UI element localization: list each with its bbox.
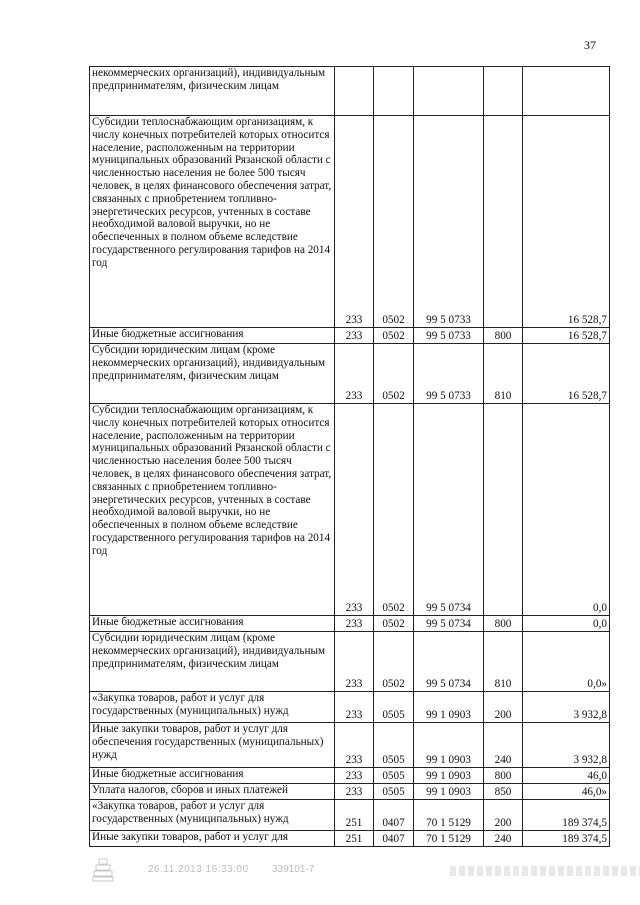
table-row (90, 768, 610, 784)
row-name-cell: Субсидии теплоснабжающим организациям, к числу конечных потребителей которых относится население, расположенным на территории муниципальных образований Рязанской области с численностью населения более 500 тысяч человек, в целях финансового обеспечения затрат, связанных с приобретением топливно-энергетических ресурсов, учтенных в составе необходимой валовой выручки, но не обеспеченных в полном объеме вследствие государственного регулирования тарифов на 2014 год (90, 404, 335, 616)
table-row (90, 67, 610, 116)
rz-cell (374, 67, 414, 116)
row-name-cell: Уплата налогов, сборов и иных платежей (90, 784, 335, 800)
ved-cell: 233 (335, 768, 374, 784)
footer-timestamp: 26.11.2013 16:33:00 (148, 864, 249, 875)
csr-cell: 70 1 5129 (414, 831, 484, 847)
vr-cell: 800 (484, 616, 523, 632)
rz-cell: 0505 (374, 784, 414, 800)
ved-cell: 233 (335, 632, 374, 692)
row-name-cell: Субсидии юридическим лицам (кроме некоммерческих организаций), индивидуальным предпринимателям, физическим лицам (90, 632, 335, 692)
row-name-cell: Субсидии юридическим лицам (кроме некоммерческих организаций), индивидуальным предпринимателям, физическим лицам (90, 344, 335, 404)
ved-cell: 233 (335, 616, 374, 632)
vr-cell: 850 (484, 784, 523, 800)
footer-watermark (90, 858, 610, 886)
vr-cell: 200 (484, 692, 523, 723)
sum-cell: 16 528,7 (523, 328, 610, 344)
ved-cell: 251 (335, 800, 374, 831)
ved-cell: 233 (335, 344, 374, 404)
rz-cell: 0407 (374, 800, 414, 831)
csr-cell: 99 5 0733 (414, 328, 484, 344)
row-name-cell: Иные закупки товаров, работ и услуг для (90, 831, 335, 847)
ved-cell: 251 (335, 831, 374, 847)
rz-cell: 0502 (374, 404, 414, 616)
row-name-cell: некоммерческих организаций), индивидуальным предпринимателям, физическим лицам (90, 67, 335, 116)
ved-cell: 233 (335, 328, 374, 344)
vr-cell (484, 67, 523, 116)
rz-cell: 0407 (374, 831, 414, 847)
sum-cell: 189 374,5 (523, 831, 610, 847)
footer-faded-text (450, 866, 640, 876)
sum-cell: 0,0» (523, 632, 610, 692)
rz-cell: 0502 (374, 344, 414, 404)
footer-doc-code: 339101-7 (272, 864, 315, 875)
rz-cell: 0505 (374, 768, 414, 784)
ved-cell (335, 67, 374, 116)
sum-cell: 0,0 (523, 404, 610, 616)
table-row (90, 632, 610, 692)
csr-cell: 99 1 0903 (414, 784, 484, 800)
vr-cell: 800 (484, 768, 523, 784)
csr-cell (414, 67, 484, 116)
sum-cell: 16 528,7 (523, 344, 610, 404)
vr-cell (484, 116, 523, 328)
csr-cell: 99 5 0734 (414, 616, 484, 632)
table-row (90, 328, 610, 344)
sum-cell (523, 67, 610, 116)
vr-cell: 240 (484, 723, 523, 768)
stamp-icon (92, 858, 114, 882)
table-row (90, 784, 610, 800)
table-row (90, 831, 610, 847)
csr-cell: 99 5 0733 (414, 116, 484, 328)
vr-cell: 240 (484, 831, 523, 847)
ved-cell: 233 (335, 784, 374, 800)
csr-cell: 99 5 0733 (414, 344, 484, 404)
table-row (90, 800, 610, 831)
csr-cell: 99 1 0903 (414, 692, 484, 723)
sum-cell: 46,0 (523, 768, 610, 784)
row-name-cell: Субсидии теплоснабжающим организациям, к числу конечных потребителей которых относится население, расположенным на территории муниципальных образований Рязанской области с численностью населения не более 500 тысяч человек, в целях финансового обеспечения затрат, связанных с приобретением топливно-энергетических ресурсов, учтенных в составе необходимой валовой выручки, но не обеспеченных в полном объеме вследствие государственного регулирования тарифов на 2014 год (90, 116, 335, 328)
ved-cell: 233 (335, 116, 374, 328)
vr-cell: 810 (484, 632, 523, 692)
vr-cell: 200 (484, 800, 523, 831)
sum-cell: 3 932,8 (523, 723, 610, 768)
csr-cell: 99 5 0734 (414, 632, 484, 692)
row-name-cell: Иные бюджетные ассигнования (90, 328, 335, 344)
vr-cell: 810 (484, 344, 523, 404)
row-name-cell: «Закупка товаров, работ и услуг для государственных (муниципальных) нужд (90, 800, 335, 831)
row-name-cell: Иные бюджетные ассигнования (90, 616, 335, 632)
row-name-cell: Иные бюджетные ассигнования (90, 768, 335, 784)
rz-cell: 0502 (374, 328, 414, 344)
sum-cell: 0,0 (523, 616, 610, 632)
table-row (90, 404, 610, 616)
table-row (90, 116, 610, 328)
ved-cell: 233 (335, 404, 374, 616)
rz-cell: 0505 (374, 723, 414, 768)
sum-cell: 189 374,5 (523, 800, 610, 831)
csr-cell: 70 1 5129 (414, 800, 484, 831)
table-row (90, 723, 610, 768)
vr-cell: 800 (484, 328, 523, 344)
ved-cell: 233 (335, 723, 374, 768)
csr-cell: 99 1 0903 (414, 768, 484, 784)
vr-cell (484, 404, 523, 616)
row-name-cell: Иные закупки товаров, работ и услуг для обеспечения государственных (муниципальных) нужд (90, 723, 335, 768)
rz-cell: 0502 (374, 116, 414, 328)
sum-cell: 3 932,8 (523, 692, 610, 723)
sum-cell: 46,0» (523, 784, 610, 800)
page-number: 37 (584, 38, 596, 52)
table-row (90, 692, 610, 723)
rz-cell: 0502 (374, 632, 414, 692)
csr-cell: 99 1 0903 (414, 723, 484, 768)
rz-cell: 0505 (374, 692, 414, 723)
row-name-cell: «Закупка товаров, работ и услуг для государственных (муниципальных) нужд (90, 692, 335, 723)
ved-cell: 233 (335, 692, 374, 723)
rz-cell: 0502 (374, 616, 414, 632)
sum-cell: 16 528,7 (523, 116, 610, 328)
budget-table (89, 66, 610, 847)
table-row (90, 616, 610, 632)
table-row (90, 344, 610, 404)
csr-cell: 99 5 0734 (414, 404, 484, 616)
